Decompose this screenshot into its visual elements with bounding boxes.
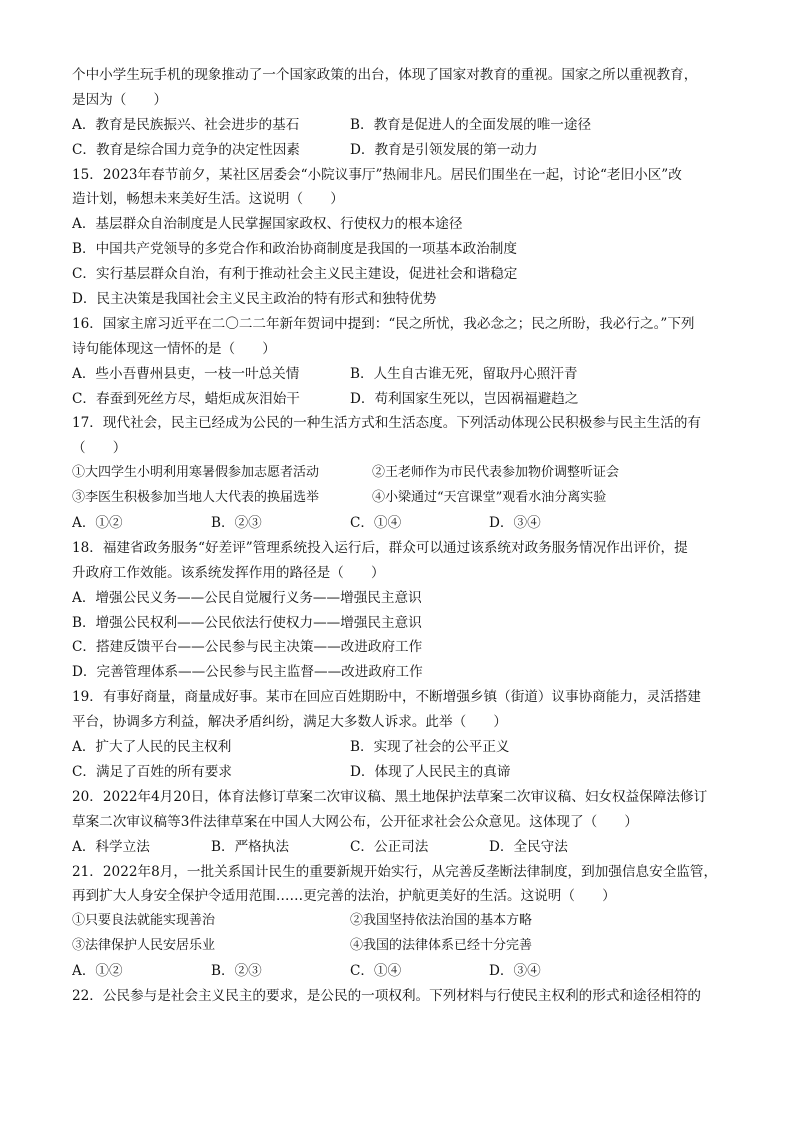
- choice-d: D．全民守法: [489, 838, 568, 855]
- question-17: [72, 411, 734, 535]
- option-d: D．苟利国家生死以，岂因祸福避趋之: [350, 390, 579, 407]
- question-text: 是因为（ ）: [72, 91, 168, 108]
- option-c: C．满足了百姓的所有要求: [72, 763, 232, 780]
- option-d: D．教育是引领发展的第一动力: [350, 141, 538, 158]
- choice-c: C．①④: [350, 515, 402, 532]
- choice-a: A．①②: [72, 963, 123, 980]
- statement-1: ①大四学生小明利用寒暑假参加志愿者活动: [72, 465, 320, 481]
- choice-a: A．①②: [72, 515, 123, 532]
- question-text: 造计划，畅想未来美好生活。这说明（ ）: [72, 191, 344, 208]
- question-text: 个中小学生玩手机的现象推动了一个国家政策的出台，体现了国家对教育的重视。国家之所以重视教育，: [72, 67, 698, 83]
- option-b: B．实现了社会的公平正义: [350, 739, 510, 756]
- question-22: [72, 984, 734, 1009]
- choice-b: B．②③: [211, 963, 262, 980]
- option-b: B．人生自古谁无死，留取丹心照汗青: [350, 365, 578, 382]
- question-text: 22．公民参与是社会主义民主的要求，是公民的一项权利。下列材料与行使民主权利的形式和途径相符的: [72, 987, 702, 1004]
- option-c: C．实行基层群众自治，有利于推动社会主义民主建设，促进社会和谐稳定: [72, 266, 518, 283]
- question-text: 诗句能体现这一情怀的是（ ）: [72, 340, 276, 357]
- question-15: [72, 163, 734, 312]
- option-c: C．搭建反馈平台——公民参与民主决策——改进政府工作: [72, 639, 423, 656]
- question-text: 15．2023年春节前夕，某社区居委会“小院议事厅”热闹非凡。居民们围坐在一起，讨论“老旧小区”改: [72, 166, 682, 183]
- question-text: 升政府工作效能。该系统发挥作用的路径是（ ）: [72, 564, 385, 581]
- statement-2: ②我国坚持依法治国的基本方略: [350, 913, 533, 929]
- question-text: 再到扩大人身安全保护令适用范围……更完善的法治，护航更美好的生活。这说明（ ）: [72, 888, 616, 905]
- question-text: 草案二次审议稿等3件法律草案在中国人大网公布，公开征求社会公众意见。这体现了（ ）: [72, 813, 638, 830]
- option-a: A．些小吾曹州县吏，一枝一叶总关情: [72, 365, 300, 382]
- option-b: B．教育是促进人的全面发展的唯一途径: [350, 116, 592, 133]
- option-d: D．体现了人民民主的真谛: [350, 763, 511, 780]
- question-text: 平台，协调多方利益，解决矛盾纠纷，满足大多数人诉求。此举（ ）: [72, 714, 507, 731]
- statement-3: ③法律保护人民安居乐业: [72, 938, 216, 954]
- question-18: [72, 536, 734, 685]
- statement-1: ①只要良法就能实现善治: [72, 913, 216, 929]
- choice-a: A．科学立法: [72, 838, 150, 855]
- question-16: [72, 312, 734, 412]
- question-text: 16．国家主席习近平在二〇二二年新年贺词中提到：“民之所忧，我必念之；民之所盼，我必行之。”下列: [72, 315, 695, 332]
- option-d: D．完善管理体系——公民参与民主监督——改进政府工作: [72, 664, 423, 681]
- question-14: [72, 63, 734, 163]
- option-d: D．民主决策是我国社会主义民主政治的特有形式和独特优势: [72, 291, 437, 308]
- choice-c: C．①④: [350, 963, 402, 980]
- question-20: [72, 785, 734, 860]
- choice-d: D．③④: [489, 963, 541, 980]
- option-a: A．增强公民义务——公民自觉履行义务——增强民主意识: [72, 589, 422, 606]
- choice-d: D．③④: [489, 515, 541, 532]
- question-text: 20．2022年4月20日，体育法修订草案二次审议稿、黑土地保护法草案二次审议稿、妇女权益保障法修订: [72, 788, 708, 805]
- option-b: B．增强公民权利——公民依法行使权力——增强民主意识: [72, 614, 422, 631]
- option-c: C．教育是综合国力竞争的决定性因素: [72, 141, 300, 158]
- question-text: 21．2022年8月，一批关系国计民生的重要新规开始实行，从完善反垄断法律制度，到加强信息安全监管，: [72, 863, 718, 880]
- statement-3: ③李医生积极参加当地人大代表的换届选举: [72, 490, 320, 506]
- option-c: C．春蚕到死丝方尽，蜡炬成灰泪始干: [72, 390, 300, 407]
- question-text: 18．福建省政务服务“好差评”管理系统投入运行后，群众可以通过该系统对政务服务情况作出评价，提: [72, 539, 688, 556]
- choice-b: B．严格执法: [211, 838, 289, 855]
- statement-4: ④小梁通过“天宫课堂”观看水油分离实验: [372, 490, 607, 506]
- question-21: [72, 860, 734, 984]
- question-text: （ ）: [72, 440, 127, 457]
- question-19: [72, 685, 734, 785]
- choice-c: C．公正司法: [350, 838, 429, 855]
- choice-b: B．②③: [211, 515, 262, 532]
- option-a: A．基层群众自治制度是人民掌握国家政权、行使权力的根本途径: [72, 216, 463, 233]
- option-a: A．扩大了人民的民主权利: [72, 739, 232, 756]
- statement-2: ②王老师作为市民代表参加物价调整听证会: [372, 465, 620, 481]
- question-text: 19．有事好商量，商量成好事。某市在回应百姓期盼中，不断增强乡镇（街道）议事协商能力，灵活搭建: [72, 689, 702, 706]
- option-b: B．中国共产党领导的多党合作和政治协商制度是我国的一项基本政治制度: [72, 241, 517, 258]
- statement-4: ④我国的法律体系已经十分完善: [350, 938, 533, 954]
- question-text: 17．现代社会，民主已经成为公民的一种生活方式和生活态度。下列活动体现公民积极参与民主生活的有: [72, 415, 702, 432]
- option-a: A．教育是民族振兴、社会进步的基石: [72, 116, 300, 133]
